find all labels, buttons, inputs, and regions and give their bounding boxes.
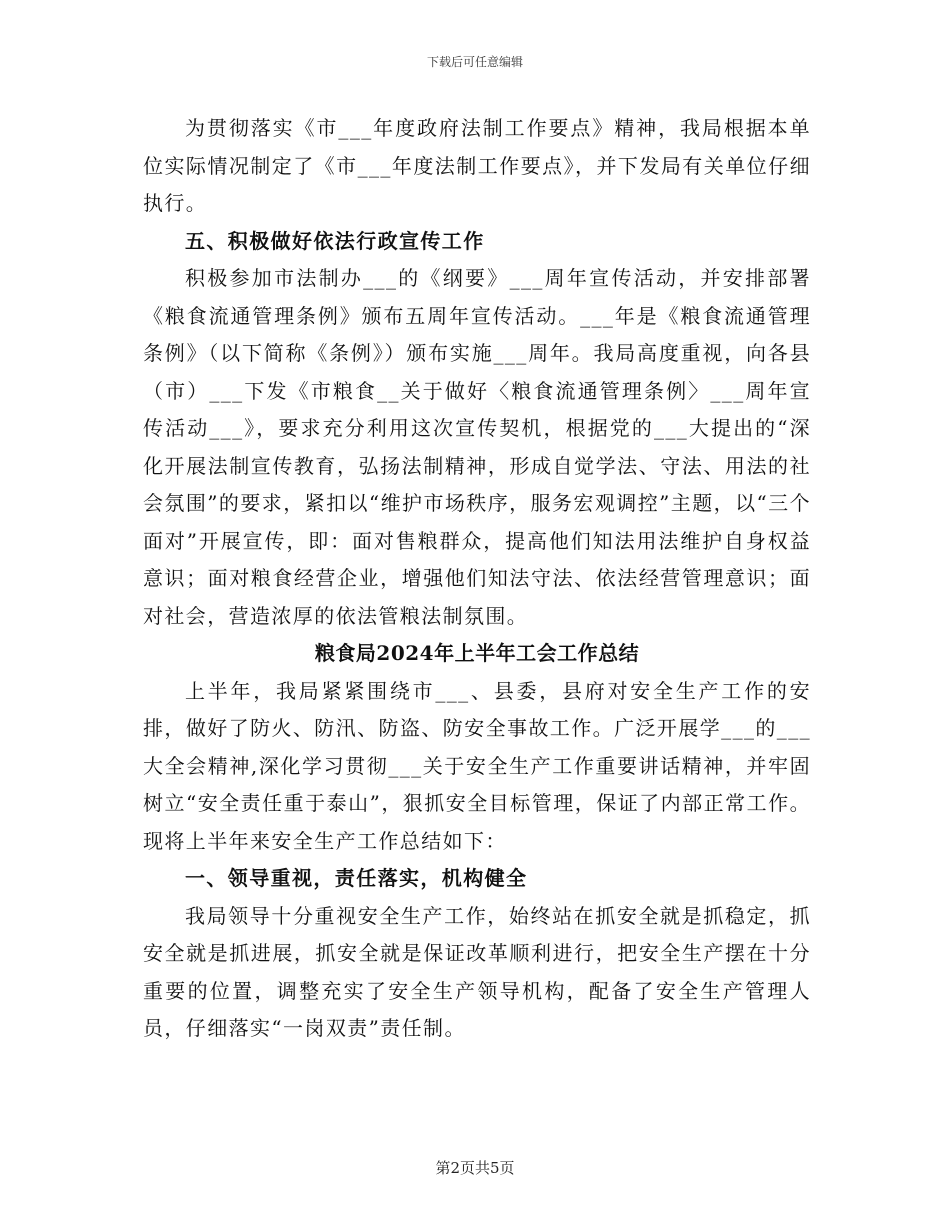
paragraph-publicity: 积极参加市法制办___的《纲要》___周年宣传活动，并安排部署《粮食流通管理条例》颁布五周年宣传活动。___年是《粮食流通管理条例》（以下简称《条例》）颁布实施___周年。我局高度重视，向各县（市）___下发《市粮食__关于做好〈粮食流通管理条例〉___周年宣传活动___》，要求充分利用这次宣传契机，根据党的___大提出的“深化开展法制宣传教育，弘扬法制精神，形成自觉学法、守法、用法的社会氛围”的要求，紧扣以“维护市场秩序，服务宏观调控”主题，以“三个面对”开展宣传，即：面对售粮群众，提高他们知法用法维护自身权益意识；面对粮食经营企业，增强他们知法守法、依法经营管理意识；面对社会，营造浓厚的依法管粮法制氛围。 bbox=[143, 266, 811, 628]
paragraph-leadership: 我局领导十分重视安全生产工作，始终站在抓安全就是抓稳定，抓安全就是抓进展，抓安全就是保证改革顺利进行，把安全生产摆在十分重要的位置，调整充实了安全生产领导机构，配备了安全生产管理人员，仔细落实“一岗双责”责任制。 bbox=[143, 903, 811, 1040]
paragraph-intro: 为贯彻落实《市___年度政府法制工作要点》精神，我局根据本单位实际情况制定了《市___年度法制工作要点》，并下发局有关单位仔细执行。 bbox=[143, 116, 811, 215]
paragraph-summary: 上半年，我局紧紧围绕市___、县委，县府对安全生产工作的安排，做好了防火、防汛、防盗、防安全事故工作。广泛开展学___的___大全会精神,深化学习贯彻___关于安全生产工作重要讲话精神，并牢固树立“安全责任重于泰山”，狠抓安全目标管理，保证了内部正常工作。现将上半年来安全生产工作总结如下： bbox=[143, 678, 811, 853]
page-number: 第2页共5页 bbox=[435, 1159, 515, 1177]
document-title: 粮食局2024年上半年工会工作总结 bbox=[314, 641, 640, 665]
page-header: 下载后可任意编辑 bbox=[426, 55, 523, 69]
section-heading-5: 五、积极做好依法行政宣传工作 bbox=[185, 228, 485, 253]
document-body bbox=[143, 110, 811, 1048]
section-heading-1: 一、领导重视，责任落实，机构健全 bbox=[185, 866, 528, 890]
